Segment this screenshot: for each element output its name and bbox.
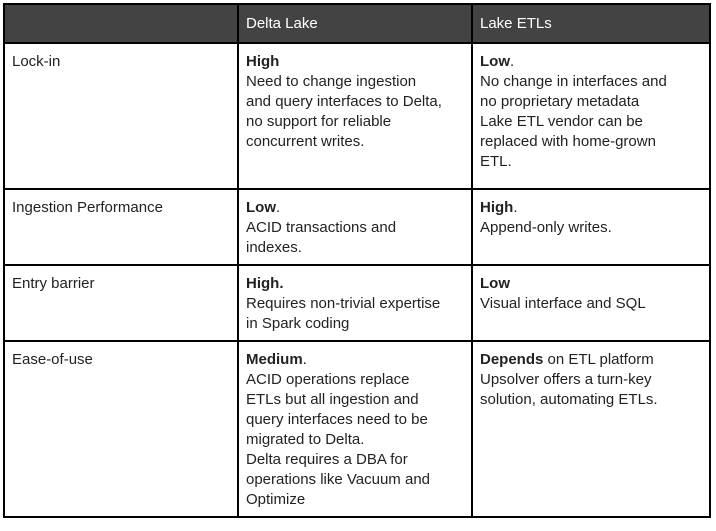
cell-line: ETL. [480,153,512,170]
cell-line: ACID operations replace [246,371,410,388]
table-row [4,265,710,341]
cell-rating: Medium [246,351,303,368]
cell-rating: Low [480,275,510,292]
cell-line: Lake ETL vendor can be [480,113,643,130]
delta-lake-cell [238,265,472,341]
cell-line: ACID transactions and [246,219,397,236]
cell-rating: High [480,199,514,216]
cell-heading [246,198,464,218]
header-empty [4,4,238,43]
cell-heading [480,274,702,294]
row-label: Ease-of-use [4,341,238,517]
lake-etls-cell [472,265,710,341]
delta-lake-cell [238,43,472,189]
cell-line: Upsolver offers a turn-key [480,371,652,388]
cell-heading [246,52,464,72]
cell-line: query interfaces need to be [246,411,428,428]
lake-etls-cell [472,189,710,265]
cell-line: Delta requires a DBA for [246,451,408,468]
row-label: Ingestion Performance [4,189,238,265]
cell-rating-suffix: . [302,351,307,368]
cell-line: Requires non-trivial expertise [246,295,441,312]
lake-etls-cell [472,341,710,517]
cell-line: Optimize [246,491,306,508]
cell-line: in Spark coding [246,315,350,332]
cell-rating: Low [480,53,510,70]
delta-lake-cell [238,189,472,265]
cell-heading [480,198,702,218]
cell-line: Need to change ingestion [246,73,417,90]
cell-rating: High. [246,275,284,292]
cell-rating-suffix: on ETL platform [543,351,654,368]
cell-line: and query interfaces to Delta, [246,93,442,110]
header-row [4,4,710,43]
row-label: Lock-in [4,43,238,189]
cell-rating-suffix: . [276,199,281,216]
cell-line: concurrent writes. [246,133,365,150]
cell-rating: Low [246,199,276,216]
comparison-table [3,3,711,518]
cell-rating: High [246,53,280,70]
cell-line: no support for reliable [246,113,392,130]
table-row [4,189,710,265]
row-label: Entry barrier [4,265,238,341]
cell-line: No change in interfaces and [480,73,667,90]
cell-line: solution, automating ETLs. [480,391,658,408]
cell-line: Visual interface and SQL [480,295,646,312]
cell-line: operations like Vacuum and [246,471,430,488]
delta-lake-cell [238,341,472,517]
cell-heading [480,52,702,72]
cell-rating-suffix: . [510,53,515,70]
cell-heading [480,350,702,370]
cell-line: ETLs but all ingestion and [246,391,419,408]
table-row [4,341,710,517]
cell-heading [246,274,464,294]
lake-etls-cell [472,43,710,189]
cell-rating-suffix: . [513,199,518,216]
cell-line: Append-only writes. [480,219,612,236]
cell-heading [246,350,464,370]
header-lake-etls: Lake ETLs [472,4,710,43]
cell-line: indexes. [246,239,302,256]
cell-line: no proprietary metadata [480,93,640,110]
header-delta-lake: Delta Lake [238,4,472,43]
cell-line: migrated to Delta. [246,431,365,448]
cell-rating: Depends [480,351,544,368]
cell-line: replaced with home-grown [480,133,656,150]
table-row [4,43,710,189]
